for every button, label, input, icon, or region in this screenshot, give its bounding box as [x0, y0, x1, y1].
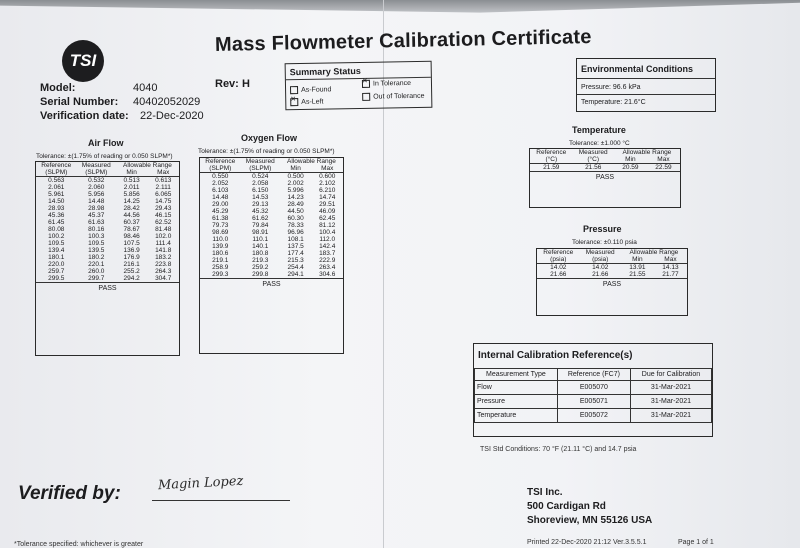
- table-cell: 141.8: [155, 247, 172, 254]
- table-cell: 44.50: [287, 208, 304, 215]
- table-cell: 14.50: [48, 198, 65, 205]
- oxygen-flow-table-box: [199, 157, 344, 354]
- table-cell: 61.62: [252, 215, 269, 222]
- table-cell: 21.66: [550, 271, 567, 278]
- table-row: [36, 275, 179, 283]
- table-cell: 0.563: [48, 177, 65, 184]
- address-street: 500 Cardigan Rd: [527, 501, 606, 512]
- col-header: Reference: [536, 149, 567, 156]
- table-cell: 28.49: [287, 201, 304, 208]
- table-cell: 21.59: [543, 164, 560, 171]
- summary-title: Summary Status: [289, 65, 361, 78]
- header-row: [36, 162, 179, 169]
- model-value: 4040: [133, 82, 158, 94]
- table-row: [36, 254, 179, 261]
- table-row: [200, 222, 343, 229]
- table-cell: Flow: [475, 381, 558, 395]
- pressure-table: [537, 249, 687, 290]
- address-city: Shoreview, MN 55126 USA: [527, 515, 653, 526]
- table-cell: Pressure: [475, 395, 558, 409]
- table-cell: 29.13: [252, 201, 269, 208]
- table-cell: 60.37: [123, 219, 140, 226]
- pressure-tolerance: Tolerance: ±0.110 psia: [572, 239, 637, 246]
- env-temperature: Temperature: 21.6°C: [581, 99, 646, 106]
- table-cell: 299.5: [48, 275, 65, 282]
- table-row: [36, 184, 179, 191]
- table-row: [36, 191, 179, 198]
- table-cell: 28.93: [48, 205, 65, 212]
- table-cell: 254.4: [287, 264, 304, 271]
- table-cell: 6.210: [319, 187, 336, 194]
- table-cell: 183.2: [155, 254, 172, 261]
- table-cell: 0.532: [88, 177, 105, 184]
- table-cell: 78.33: [287, 222, 304, 229]
- table-cell: 294.1: [287, 271, 304, 278]
- table-cell: 79.84: [252, 222, 269, 229]
- table-cell: 100.2: [48, 233, 65, 240]
- table-cell: 137.5: [287, 243, 304, 250]
- internal-calibration-box: [473, 343, 713, 437]
- table-cell: 2.011: [123, 184, 140, 191]
- table-cell: Temperature: [475, 409, 558, 423]
- table-row: [36, 212, 179, 219]
- table-cell: 260.0: [88, 268, 105, 275]
- table-cell: 180.8: [252, 250, 269, 257]
- table-row: [36, 233, 179, 240]
- table-row: [36, 240, 179, 247]
- col-header: Max: [654, 256, 687, 264]
- table-cell: 220.1: [88, 261, 105, 268]
- table-cell: 14.75: [155, 198, 172, 205]
- table-cell: 112.0: [319, 236, 336, 243]
- table-cell: 46.15: [155, 212, 172, 219]
- rev-label: Rev:: [215, 78, 239, 90]
- table-row: [36, 247, 179, 254]
- table-cell: 2.058: [252, 180, 269, 187]
- col-header: Allowable Range: [123, 162, 172, 169]
- table-cell: 180.2: [88, 254, 105, 261]
- table-row: [200, 215, 343, 222]
- table-cell: 0.550: [212, 173, 229, 180]
- col-header: Reference: [41, 162, 72, 169]
- table-row: [200, 250, 343, 257]
- table-cell: 6.103: [212, 187, 229, 194]
- col-header: Measured: [578, 149, 608, 156]
- col-header: (psia): [580, 256, 621, 264]
- table-cell: 299.7: [88, 275, 105, 282]
- oxygen-flow-table: [200, 158, 343, 290]
- table-row: [200, 264, 343, 271]
- table-row: [200, 173, 343, 181]
- environmental-box: [576, 58, 716, 112]
- col-header: (SLPM): [36, 169, 77, 177]
- table-cell: 304.6: [319, 271, 336, 278]
- table-cell: 28.98: [88, 205, 105, 212]
- table-cell: 21.55: [629, 271, 646, 278]
- table-row: [200, 229, 343, 236]
- header-row: [475, 369, 712, 381]
- col-header: Min: [614, 156, 647, 164]
- as-left-option: ✕As-Left: [290, 98, 323, 107]
- table-cell: 110.0: [212, 236, 229, 243]
- table-cell: 110.1: [252, 236, 269, 243]
- table-row: [36, 226, 179, 233]
- table-cell: 294.2: [123, 275, 140, 282]
- table-cell: 139.4: [48, 247, 65, 254]
- page-title: Mass Flowmeter Calibration Certificate: [214, 26, 592, 56]
- table-row: [530, 164, 680, 172]
- in-tolerance-checkbox: [362, 80, 370, 88]
- col-header: (SLPM): [200, 165, 241, 173]
- table-cell: 14.13: [662, 264, 679, 271]
- table-cell: 0.600: [319, 173, 336, 180]
- col-header: Max: [147, 169, 179, 177]
- table-cell: 98.46: [123, 233, 140, 240]
- table-cell: 176.9: [123, 254, 140, 261]
- header-row: [537, 256, 687, 264]
- serial-label: Serial Number:: [40, 96, 119, 108]
- col-header: Due for Calibration: [630, 369, 711, 381]
- air-flow-table: [36, 162, 179, 294]
- table-cell: 14.02: [550, 264, 567, 271]
- table-cell: 0.613: [155, 177, 172, 184]
- table-cell: 62.45: [319, 215, 336, 222]
- table-cell: 46.09: [319, 208, 336, 215]
- oxygen-flow-tolerance: Tolerance: ±(1.75% of reading or 0.050 SLPM*): [198, 148, 335, 155]
- pressure-title: Pressure: [583, 224, 622, 234]
- table-row: [537, 264, 687, 272]
- table-row: [200, 194, 343, 201]
- table-cell: 78.67: [123, 226, 140, 233]
- col-header: (°C): [530, 156, 573, 164]
- table-cell: 304.7: [155, 275, 172, 282]
- table-cell: 142.4: [319, 243, 336, 250]
- table-row: [36, 261, 179, 268]
- col-header: Min: [280, 165, 312, 173]
- table-row: [200, 257, 343, 264]
- table-cell: 111.4: [155, 240, 171, 247]
- verification-value: 22-Dec-2020: [140, 110, 204, 122]
- table-cell: 216.1: [123, 261, 140, 268]
- col-header: Reference: [543, 249, 574, 256]
- tsi-logo: TSI: [62, 40, 104, 82]
- table-cell: 14.02: [592, 264, 609, 271]
- internal-calibration-table: [474, 368, 712, 423]
- table-cell: 14.23: [287, 194, 304, 201]
- table-cell: 2.061: [48, 184, 65, 191]
- pass-label: PASS: [530, 172, 680, 184]
- col-header: Measurement Type: [475, 369, 558, 381]
- table-cell: 2.111: [155, 184, 171, 191]
- header-row: [537, 249, 687, 256]
- col-header: (°C): [573, 156, 614, 164]
- table-cell: 136.9: [123, 247, 140, 254]
- table-cell: 79.73: [212, 222, 229, 229]
- tolerance-footnote: *Tolerance specified: whichever is greater: [14, 541, 144, 548]
- col-header: (SLPM): [241, 165, 280, 173]
- col-header: Max: [647, 156, 680, 164]
- table-row: [36, 205, 179, 212]
- temperature-title: Temperature: [572, 125, 626, 135]
- table-cell: 100.3: [88, 233, 105, 240]
- table-cell: 5.996: [287, 187, 304, 194]
- table-cell: 98.91: [252, 229, 269, 236]
- std-conditions: TSI Std Conditions: 70 °F (21.11 °C) and 14.7 psia: [480, 446, 637, 453]
- page-number: Page 1 of 1: [678, 539, 714, 546]
- pass-row: [537, 279, 687, 291]
- table-cell: 222.9: [319, 257, 336, 264]
- col-header: Min: [621, 256, 654, 264]
- table-cell: 5.856: [123, 191, 140, 198]
- table-cell: 215.3: [287, 257, 304, 264]
- verification-label: Verification date:: [40, 110, 129, 122]
- out-tolerance-option: Out of Tolerance: [362, 92, 424, 101]
- table-cell: 20.59: [622, 164, 639, 171]
- table-cell: 45.29: [212, 208, 229, 215]
- table-cell: 139.5: [88, 247, 105, 254]
- as-found-option: As-Found: [290, 85, 331, 94]
- table-row: [200, 208, 343, 215]
- table-cell: 108.1: [287, 236, 304, 243]
- table-cell: 45.36: [48, 212, 65, 219]
- table-cell: 14.53: [252, 194, 269, 201]
- table-cell: E005070: [557, 381, 630, 395]
- table-row: [36, 198, 179, 205]
- table-cell: 219.3: [252, 257, 269, 264]
- table-cell: E005071: [557, 395, 630, 409]
- table-cell: 5.961: [48, 191, 65, 198]
- table-cell: 2.002: [287, 180, 304, 187]
- table-cell: 14.48: [212, 194, 229, 201]
- table-cell: 259.2: [252, 264, 269, 271]
- table-cell: 6.150: [252, 187, 269, 194]
- table-cell: 5.956: [88, 191, 105, 198]
- oxygen-flow-title: Oxygen Flow: [241, 133, 298, 143]
- table-cell: 28.42: [123, 205, 140, 212]
- table-cell: 21.56: [585, 164, 602, 171]
- pass-row: [200, 279, 343, 291]
- table-cell: 98.69: [212, 229, 229, 236]
- table-cell: 14.25: [123, 198, 140, 205]
- table-cell: 45.32: [252, 208, 269, 215]
- summary-status-box: [285, 61, 433, 111]
- table-cell: 31-Mar-2021: [630, 395, 711, 409]
- table-cell: 61.63: [88, 219, 105, 226]
- table-cell: 140.1: [252, 243, 269, 250]
- table-row: [36, 177, 179, 185]
- table-row: [36, 268, 179, 275]
- table-row: [537, 271, 687, 279]
- table-row: [200, 201, 343, 208]
- header-row: [200, 165, 343, 173]
- table-cell: 109.5: [88, 240, 105, 247]
- col-header: (SLPM): [77, 169, 116, 177]
- table-cell: 81.48: [155, 226, 172, 233]
- header-row: [530, 156, 680, 164]
- table-cell: 6.065: [155, 191, 172, 198]
- table-cell: 258.9: [212, 264, 229, 271]
- air-flow-tolerance: Tolerance: ±(1.75% of reading or 0.050 SLPM*): [36, 153, 173, 160]
- table-row: [475, 409, 712, 423]
- temperature-table: [530, 149, 680, 183]
- model-label: Model:: [40, 82, 76, 94]
- table-cell: 220.0: [48, 261, 65, 268]
- table-row: [200, 180, 343, 187]
- table-cell: 80.16: [88, 226, 105, 233]
- table-cell: 183.7: [319, 250, 336, 257]
- table-cell: 0.524: [252, 173, 269, 180]
- table-cell: 14.48: [88, 198, 105, 205]
- table-cell: 29.00: [212, 201, 229, 208]
- table-cell: 31-Mar-2021: [630, 381, 711, 395]
- table-cell: 139.9: [212, 243, 229, 250]
- table-cell: 219.1: [212, 257, 229, 264]
- in-tolerance-option: ✕In Tolerance: [362, 79, 411, 88]
- environmental-title: Environmental Conditions: [581, 64, 694, 74]
- table-cell: 100.4: [319, 229, 336, 236]
- table-row: [200, 271, 343, 279]
- table-cell: 177.4: [287, 250, 304, 257]
- as-left-checkbox: [290, 98, 298, 106]
- printed-info: Printed 22-Dec-2020 21:12 Ver.3.5.5.1: [527, 539, 647, 546]
- rev-value: H: [242, 78, 250, 90]
- table-cell: 13.91: [629, 264, 646, 271]
- table-cell: 107.5: [123, 240, 140, 247]
- table-cell: 80.08: [48, 226, 65, 233]
- table-row: [36, 219, 179, 226]
- pass-label: PASS: [537, 279, 687, 291]
- signature-line: [152, 500, 290, 501]
- table-cell: 2.052: [212, 180, 229, 187]
- header-row: [200, 158, 343, 165]
- table-row: [200, 243, 343, 250]
- pass-row: [36, 283, 179, 295]
- as-found-checkbox: [290, 86, 298, 94]
- table-cell: 61.45: [48, 219, 65, 226]
- table-cell: 102.0: [155, 233, 172, 240]
- col-header: Max: [311, 165, 343, 173]
- col-header: Min: [116, 169, 148, 177]
- address-company: TSI Inc.: [527, 487, 563, 498]
- col-header: Measured: [245, 158, 275, 165]
- table-cell: 21.77: [662, 271, 679, 278]
- table-row: [200, 187, 343, 194]
- table-cell: 263.4: [319, 264, 336, 271]
- col-header: Reference (FC7): [557, 369, 630, 381]
- table-cell: 180.6: [212, 250, 229, 257]
- table-cell: 21.66: [592, 271, 609, 278]
- header-row: [530, 149, 680, 156]
- serial-value: 40402052029: [133, 96, 201, 108]
- table-cell: 2.060: [88, 184, 105, 191]
- table-cell: 264.3: [155, 268, 172, 275]
- table-cell: 255.2: [123, 268, 140, 275]
- air-flow-table-box: [35, 161, 180, 356]
- table-cell: 299.3: [212, 271, 229, 278]
- signature: Magin Lopez: [157, 473, 244, 494]
- pass-label: PASS: [36, 283, 179, 295]
- table-cell: 29.51: [319, 201, 336, 208]
- table-cell: 2.102: [319, 180, 336, 187]
- table-cell: E005072: [557, 409, 630, 423]
- table-cell: 96.96: [287, 229, 304, 236]
- header-row: [36, 169, 179, 177]
- col-header: Measured: [81, 162, 111, 169]
- pass-label: PASS: [200, 279, 343, 291]
- internal-calibration-title: Internal Calibration Reference(s): [478, 350, 633, 361]
- table-cell: 109.5: [48, 240, 65, 247]
- col-header: Allowable Range: [629, 249, 679, 256]
- table-cell: 299.8: [252, 271, 269, 278]
- out-tolerance-checkbox: [362, 93, 370, 101]
- table-cell: 61.38: [212, 215, 229, 222]
- table-cell: 180.1: [48, 254, 65, 261]
- table-cell: 0.513: [123, 177, 140, 184]
- table-cell: 31-Mar-2021: [630, 409, 711, 423]
- col-header: Measured: [585, 249, 615, 256]
- col-header: Allowable Range: [287, 158, 336, 165]
- table-cell: 62.52: [155, 219, 172, 226]
- table-cell: 81.12: [319, 222, 336, 229]
- table-cell: 0.500: [287, 173, 304, 180]
- air-flow-title: Air Flow: [88, 138, 124, 148]
- table-cell: 44.56: [123, 212, 140, 219]
- env-pressure: Pressure: 96.6 kPa: [581, 84, 641, 91]
- photo-edge: [0, 0, 800, 14]
- pass-row: [530, 172, 680, 184]
- table-cell: 29.43: [155, 205, 172, 212]
- table-cell: 45.37: [88, 212, 105, 219]
- col-header: Reference: [205, 158, 236, 165]
- table-cell: 22.59: [655, 164, 672, 171]
- col-header: Allowable Range: [622, 149, 672, 156]
- verified-by-label: Verified by:: [18, 483, 121, 504]
- table-cell: 223.8: [155, 261, 172, 268]
- table-row: [475, 395, 712, 409]
- table-cell: 14.74: [319, 194, 336, 201]
- table-cell: 60.30: [287, 215, 304, 222]
- table-row: [200, 236, 343, 243]
- table-row: [475, 381, 712, 395]
- temperature-table-box: [529, 148, 681, 208]
- col-header: (psia): [537, 256, 580, 264]
- pressure-table-box: [536, 248, 688, 316]
- table-cell: 259.7: [48, 268, 65, 275]
- temperature-tolerance: Tolerance: ±1.000 °C: [569, 140, 630, 147]
